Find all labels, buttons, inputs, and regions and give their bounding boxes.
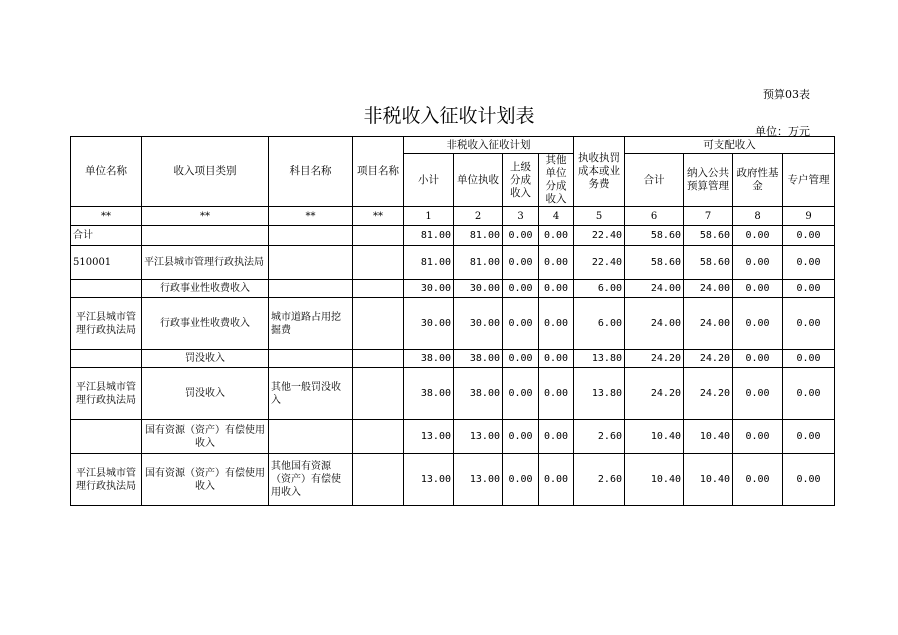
index-cell: 5 <box>574 207 625 226</box>
cell-value: 81.00 <box>404 226 454 246</box>
index-cell: 2 <box>454 207 503 226</box>
cell-value: 13.00 <box>404 454 454 506</box>
cell-value: 58.60 <box>625 246 684 280</box>
cell-value: 0.00 <box>539 368 574 420</box>
non-tax-income-table <box>70 136 835 506</box>
cell-project <box>353 226 404 246</box>
cell-value: 81.00 <box>454 246 503 280</box>
cell-category: 罚没收入 <box>142 368 269 420</box>
cell-value: 58.60 <box>625 226 684 246</box>
header-superior-share: 上级分成收入 <box>503 154 539 207</box>
cell-unit <box>71 280 142 298</box>
cell-value: 38.00 <box>454 368 503 420</box>
header-unit-name: 单位名称 <box>71 137 142 207</box>
table-row <box>71 246 835 280</box>
cell-value: 30.00 <box>454 298 503 350</box>
header-project-name: 项目名称 <box>353 137 404 207</box>
cell-category: 行政事业性收费收入 <box>142 298 269 350</box>
header-enforcement-cost: 执收执罚成本或业务费 <box>574 137 625 207</box>
cell-unit: 合计 <box>71 226 142 246</box>
index-cell: ** <box>142 207 269 226</box>
cell-value: 0.00 <box>733 226 783 246</box>
cell-subject: 城市道路占用挖掘费 <box>269 298 353 350</box>
unit-label: 单位：万元 <box>755 125 810 138</box>
cell-value: 0.00 <box>539 298 574 350</box>
header-public-budget: 纳入公共预算管理 <box>684 154 733 207</box>
cell-value: 38.00 <box>404 350 454 368</box>
cell-subject <box>269 226 353 246</box>
cell-project <box>353 280 404 298</box>
cell-value: 58.60 <box>684 246 733 280</box>
cell-category: 行政事业性收费收入 <box>142 280 269 298</box>
cell-value: 0.00 <box>503 280 539 298</box>
table-row <box>71 420 835 454</box>
table-row <box>71 454 835 506</box>
cell-value: 0.00 <box>539 246 574 280</box>
cell-value: 13.80 <box>574 350 625 368</box>
cell-unit: 平江县城市管理行政执法局 <box>71 454 142 506</box>
index-cell: 1 <box>404 207 454 226</box>
cell-value: 81.00 <box>404 246 454 280</box>
cell-value: 0.00 <box>733 454 783 506</box>
cell-value: 24.20 <box>684 350 733 368</box>
cell-value: 0.00 <box>539 280 574 298</box>
cell-value: 24.00 <box>684 280 733 298</box>
cell-value: 13.00 <box>454 454 503 506</box>
cell-category: 国有资源（资产）有偿使用收入 <box>142 454 269 506</box>
index-cell: ** <box>353 207 404 226</box>
cell-value: 0.00 <box>733 280 783 298</box>
cell-project <box>353 420 404 454</box>
cell-value: 0.00 <box>783 368 835 420</box>
cell-value: 0.00 <box>503 368 539 420</box>
cell-category <box>142 226 269 246</box>
cell-value: 81.00 <box>454 226 503 246</box>
cell-value: 0.00 <box>503 226 539 246</box>
cell-value: 0.00 <box>503 246 539 280</box>
cell-value: 0.00 <box>503 420 539 454</box>
cell-value: 0.00 <box>503 454 539 506</box>
cell-value: 13.80 <box>574 368 625 420</box>
cell-value: 2.60 <box>574 454 625 506</box>
cell-value: 10.40 <box>684 420 733 454</box>
cell-value: 0.00 <box>783 226 835 246</box>
cell-subject: 其他国有资源（资产）有偿使用收入 <box>269 454 353 506</box>
header-unit-collection: 单位执收 <box>454 154 503 207</box>
page-title: 非税收入征收计划表 <box>363 105 535 127</box>
cell-value: 24.20 <box>625 368 684 420</box>
index-cell: 6 <box>625 207 684 226</box>
cell-value: 30.00 <box>404 280 454 298</box>
cell-value: 38.00 <box>404 368 454 420</box>
header-subtotal: 小计 <box>404 154 454 207</box>
cell-value: 24.00 <box>684 298 733 350</box>
table-row <box>71 368 835 420</box>
cell-value: 0.00 <box>783 280 835 298</box>
index-cell: 3 <box>503 207 539 226</box>
cell-unit: 510001 <box>71 246 142 280</box>
cell-subject <box>269 350 353 368</box>
header-row-1 <box>71 137 835 154</box>
cell-value: 0.00 <box>733 246 783 280</box>
cell-value: 0.00 <box>783 246 835 280</box>
form-number: 预算03表 <box>763 88 810 101</box>
index-cell: 9 <box>783 207 835 226</box>
cell-subject <box>269 280 353 298</box>
cell-subject <box>269 420 353 454</box>
cell-value: 24.20 <box>625 350 684 368</box>
cell-value: 0.00 <box>783 420 835 454</box>
cell-value: 38.00 <box>454 350 503 368</box>
header-income-category: 收入项目类别 <box>142 137 269 207</box>
header-gov-fund: 政府性基金 <box>733 154 783 207</box>
cell-project <box>353 454 404 506</box>
cell-value: 24.00 <box>625 298 684 350</box>
header-plan-group: 非税收入征收计划 <box>404 137 574 154</box>
cell-value: 0.00 <box>783 350 835 368</box>
cell-value: 13.00 <box>404 420 454 454</box>
cell-value: 10.40 <box>684 454 733 506</box>
cell-category: 罚没收入 <box>142 350 269 368</box>
cell-value: 0.00 <box>783 454 835 506</box>
cell-value: 0.00 <box>733 368 783 420</box>
cell-category: 国有资源（资产）有偿使用收入 <box>142 420 269 454</box>
cell-unit <box>71 420 142 454</box>
index-cell: ** <box>71 207 142 226</box>
cell-value: 0.00 <box>733 420 783 454</box>
cell-value: 10.40 <box>625 420 684 454</box>
table-row <box>71 350 835 368</box>
index-cell: 4 <box>539 207 574 226</box>
cell-subject <box>269 246 353 280</box>
cell-project <box>353 368 404 420</box>
index-cell: ** <box>269 207 353 226</box>
cell-category: 平江县城市管理行政执法局 <box>142 246 269 280</box>
index-cell: 7 <box>684 207 733 226</box>
cell-value: 22.40 <box>574 226 625 246</box>
cell-value: 0.00 <box>503 350 539 368</box>
cell-unit: 平江县城市管理行政执法局 <box>71 368 142 420</box>
table-row <box>71 280 835 298</box>
header-subject-name: 科目名称 <box>269 137 353 207</box>
cell-value: 6.00 <box>574 298 625 350</box>
index-row <box>71 207 835 226</box>
cell-project <box>353 298 404 350</box>
cell-unit <box>71 350 142 368</box>
cell-project <box>353 246 404 280</box>
table-row <box>71 298 835 350</box>
cell-value: 22.40 <box>574 246 625 280</box>
cell-value: 24.00 <box>625 280 684 298</box>
index-cell: 8 <box>733 207 783 226</box>
header-total: 合计 <box>625 154 684 207</box>
cell-value: 0.00 <box>733 350 783 368</box>
header-other-share: 其他单位分成收入 <box>539 154 574 207</box>
cell-value: 0.00 <box>539 226 574 246</box>
cell-value: 10.40 <box>625 454 684 506</box>
table-row <box>71 226 835 246</box>
cell-value: 30.00 <box>454 280 503 298</box>
cell-value: 0.00 <box>783 298 835 350</box>
cell-value: 0.00 <box>733 298 783 350</box>
header-special-account: 专户管理 <box>783 154 835 207</box>
cell-value: 13.00 <box>454 420 503 454</box>
cell-value: 30.00 <box>404 298 454 350</box>
cell-value: 0.00 <box>539 454 574 506</box>
cell-unit: 平江县城市管理行政执法局 <box>71 298 142 350</box>
cell-value: 0.00 <box>539 420 574 454</box>
cell-value: 24.20 <box>684 368 733 420</box>
cell-value: 0.00 <box>503 298 539 350</box>
cell-project <box>353 350 404 368</box>
cell-value: 6.00 <box>574 280 625 298</box>
cell-value: 58.60 <box>684 226 733 246</box>
cell-value: 0.00 <box>539 350 574 368</box>
cell-value: 2.60 <box>574 420 625 454</box>
header-disposable-group: 可支配收入 <box>625 137 835 154</box>
cell-subject: 其他一般罚没收入 <box>269 368 353 420</box>
